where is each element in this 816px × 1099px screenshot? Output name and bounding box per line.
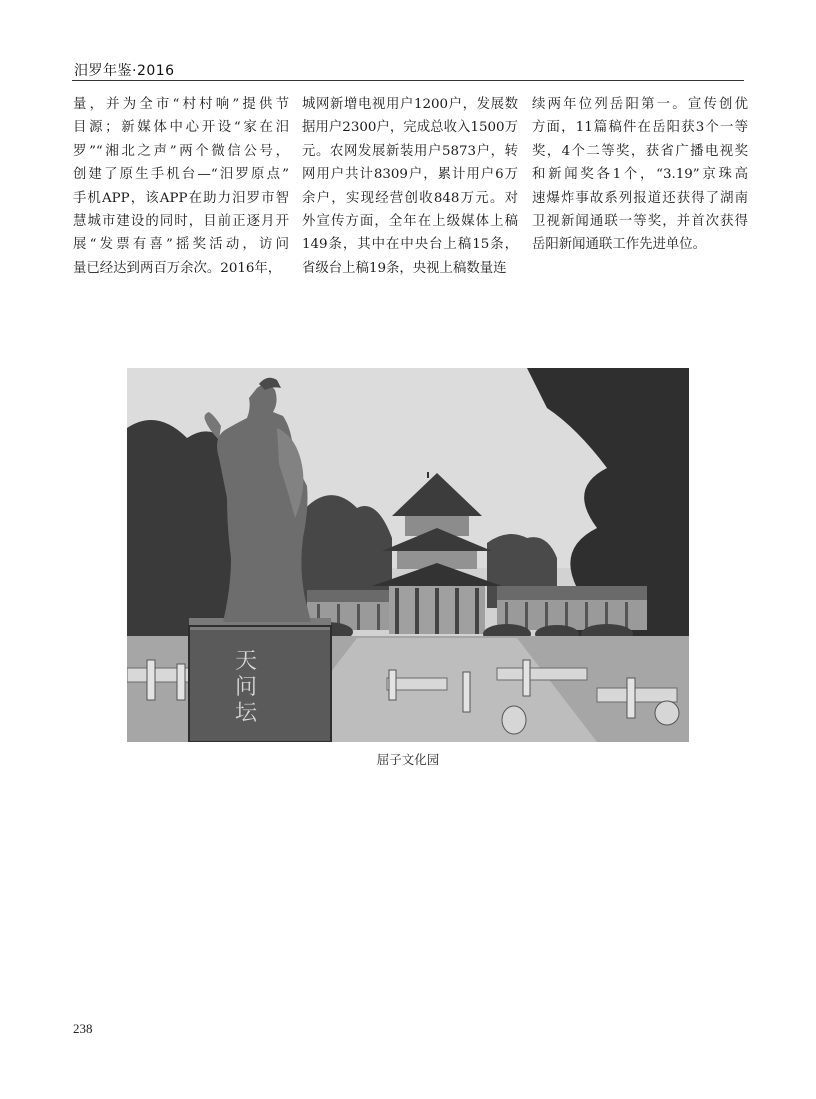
- text-line: 速爆炸事故系列报道还获得了湖南: [532, 190, 748, 206]
- text-line: 展“发票有喜”摇奖活动，访问: [73, 237, 289, 253]
- text-line: 手机APP，该APP在助力汨罗市智: [73, 190, 289, 206]
- text-line: 和新闻奖各1个，“3.19”京珠高: [532, 167, 748, 183]
- text-column-1: [73, 93, 289, 280]
- text-line: 续两年位列岳阳第一。宣传创优: [532, 97, 748, 112]
- photo-caption: 屈子文化园: [376, 752, 440, 767]
- page-number: 238: [73, 1021, 93, 1036]
- text-line: 149条，其中在中央台上稿15条，: [302, 237, 518, 253]
- text-line: 罗”“湘北之声”两个微信公号，: [73, 143, 289, 159]
- qu-zi-culture-park-photo: [127, 368, 689, 742]
- text-line: 岳阳新闻通联工作先进单位。: [532, 237, 707, 253]
- text-line: 网用户共计8309户，累计用户6万: [302, 167, 518, 183]
- text-column-2: [302, 93, 518, 280]
- text-line: 量，并为全市“村村响”提供节: [73, 97, 289, 112]
- text-line: 慧城市建设的同时，目前正逐月开: [73, 213, 289, 229]
- text-line: 城网新增电视用户1200户，发展数: [302, 97, 518, 112]
- pedestal-inscription: 天 问 坛: [235, 649, 258, 726]
- text-line: 方面，11篇稿件在岳阳获3个一等: [532, 120, 748, 136]
- text-line: 外宣传方面，全年在上级媒体上稿: [302, 213, 518, 229]
- photo-illustration: [127, 368, 689, 742]
- text-line: 据用户2300户，完成总收入1500万: [302, 120, 518, 136]
- running-header-title: 汨罗年鉴·2016: [74, 63, 175, 79]
- text-line: 目源；新媒体中心开设“家在汨: [73, 120, 289, 136]
- text-line: 奖，4个二等奖，获省广播电视奖: [532, 143, 748, 159]
- text-line: 元。农网发展新装用户5873户，转: [302, 143, 518, 159]
- header-divider: [72, 80, 744, 81]
- text-line: 创建了原生手机台—“汨罗原点”: [73, 167, 289, 183]
- text-line: 余户，实现经营创收848万元。对: [302, 190, 518, 206]
- text-line: 卫视新闻通联一等奖，并首次获得: [532, 213, 748, 229]
- text-line: 量已经达到两百万余次。2016年，: [73, 260, 282, 276]
- text-column-3: [532, 93, 748, 257]
- text-line: 省级台上稿19条，央视上稿数量连: [302, 260, 507, 276]
